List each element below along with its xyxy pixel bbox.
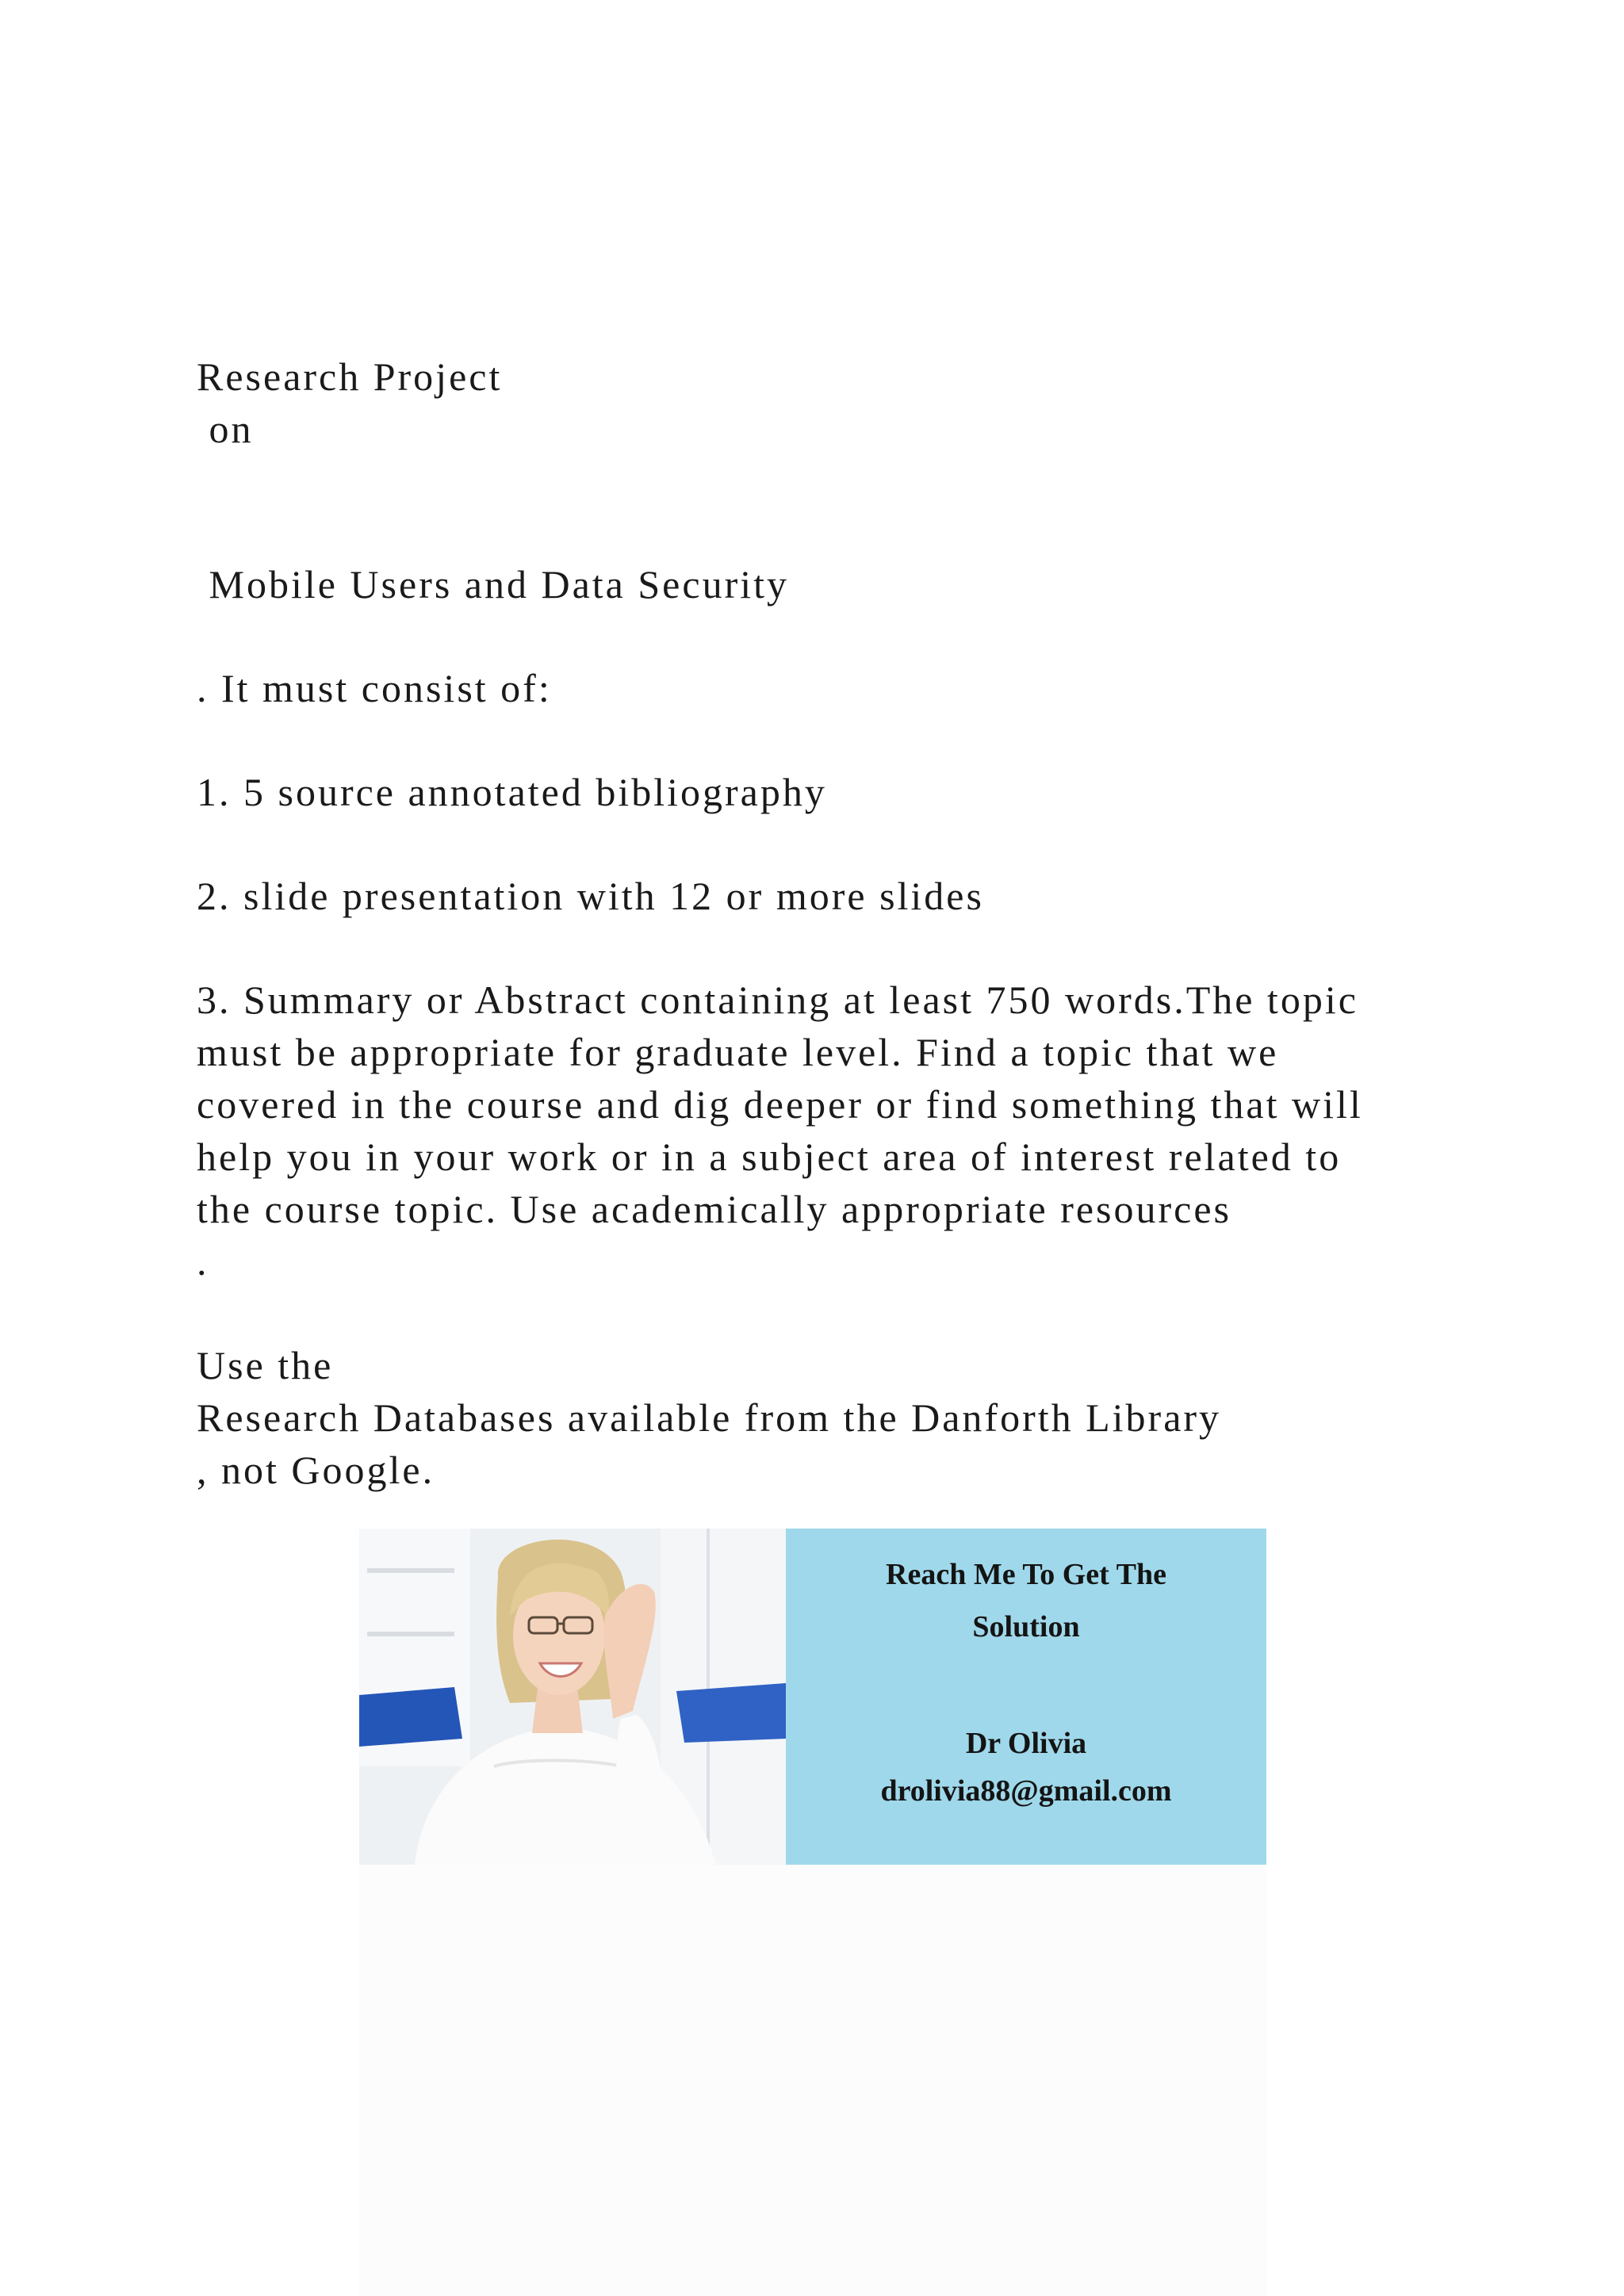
woman-photo-illustration xyxy=(359,1529,786,1865)
doc-line-paragraph-2: must be appropriate for graduate level. Find a topic that we xyxy=(197,1030,1279,1074)
blank-image-area xyxy=(359,1865,1266,2296)
promo-headline-line1: Reach Me To Get The xyxy=(886,1558,1166,1591)
doc-line-period: . xyxy=(197,1239,209,1284)
promo-name: Dr Olivia xyxy=(965,1727,1087,1760)
doc-line-item-1: 1. 5 source annotated bibliography xyxy=(197,770,827,814)
doc-line-topic: Mobile Users and Data Security xyxy=(197,562,790,607)
doc-line-databases: Research Databases available from the Danforth Library xyxy=(197,1395,1222,1440)
doc-line-paragraph-3: covered in the course and dig deeper or find something that will xyxy=(197,1082,1363,1127)
doc-line-item-3: 3. Summary or Abstract containing at least 750 words.The topic xyxy=(197,978,1358,1022)
doc-line-item-2: 2. slide presentation with 12 or more slides xyxy=(197,874,984,918)
doc-line-paragraph-4: help you in your work or in a subject area of interest related to xyxy=(197,1135,1342,1179)
doc-line-on: on xyxy=(197,407,254,451)
contact-banner xyxy=(359,1529,1266,1865)
doc-line-consist: . It must consist of: xyxy=(197,666,552,710)
promo-panel xyxy=(786,1529,1266,1865)
doc-line-use-the: Use the xyxy=(197,1343,334,1387)
doc-line-not-google: , not Google. xyxy=(197,1448,435,1492)
promo-email[interactable]: drolivia88@gmail.com xyxy=(880,1774,1172,1808)
promo-headline-line2: Solution xyxy=(972,1610,1080,1644)
doc-line-paragraph-5: the course topic. Use academically appropriate resources xyxy=(197,1187,1231,1231)
woman-photo xyxy=(359,1529,786,1865)
doc-line-title: Research Project xyxy=(197,354,503,399)
